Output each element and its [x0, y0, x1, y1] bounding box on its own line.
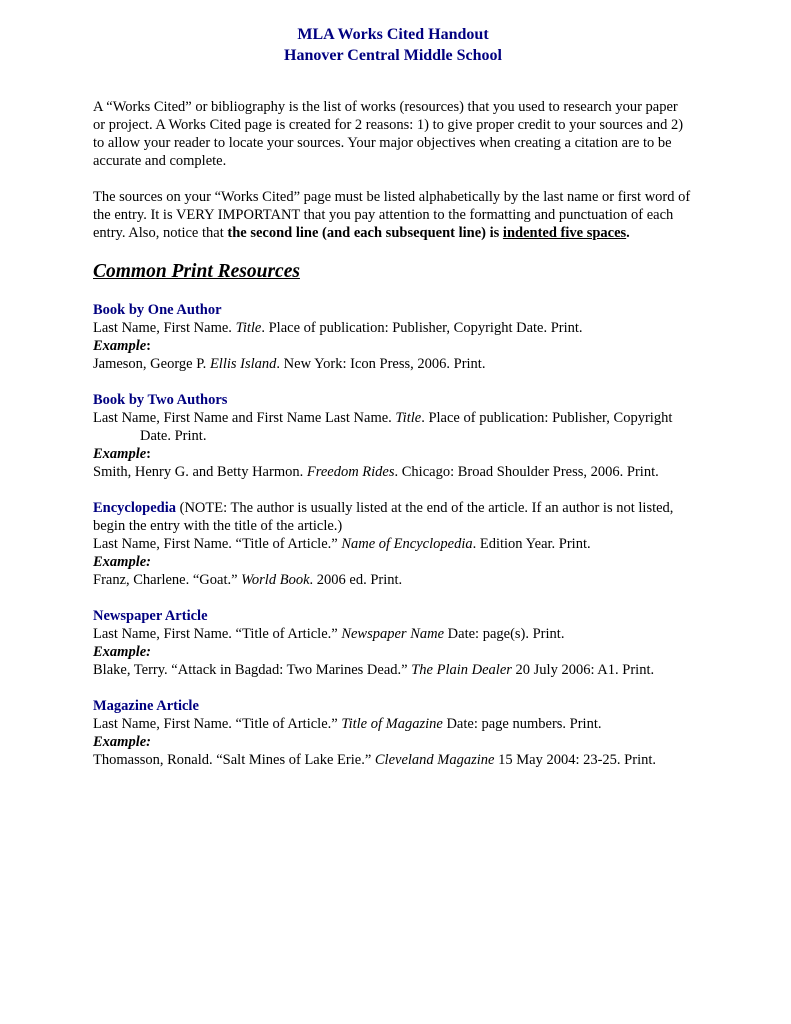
example-text: Smith, Henry G. and Betty Harmon.	[93, 464, 307, 480]
section-heading: Common Print Resources	[93, 261, 300, 282]
example-text-end: . Chicago: Broad Shoulder Press, 2006. Print.	[394, 464, 659, 480]
example-italic: Cleveland Magazine	[374, 752, 495, 768]
example-text-end: 15 May 2004: 23-25. Print.	[494, 752, 657, 768]
example-text: Franz, Charlene. “Goat.”	[93, 572, 242, 588]
format-line	[93, 625, 693, 643]
format-text-end: . Place of publication: Publisher, Copyright Date. Print.	[261, 320, 583, 336]
example-label-text: Example	[93, 446, 147, 462]
example-citation	[93, 661, 693, 679]
document-content	[93, 24, 693, 769]
encyclopedia-note: (NOTE: The author is usually listed at the end of the article. If an author is not listed, begin the entry with the title of the article.)	[93, 500, 674, 534]
example-text: Thomasson, Ronald. “Salt Mines of Lake Erie.”	[93, 752, 375, 768]
example-label: Example:	[93, 734, 151, 750]
format-text-end: . Edition Year. Print.	[472, 536, 591, 552]
example-citation	[93, 571, 693, 589]
example-citation	[93, 463, 693, 481]
format-text-end: Date: page(s). Print.	[444, 626, 565, 642]
format-text: Last Name, First Name and First Name Last Name.	[93, 410, 396, 426]
section-title: Encyclopedia	[93, 500, 176, 516]
intro-paragraph-2	[93, 188, 693, 242]
example-label: Example:	[93, 644, 151, 660]
example-italic: World Book	[241, 572, 310, 588]
example-italic: Ellis Island	[209, 356, 277, 372]
school-name: Hanover Central Middle School	[284, 47, 502, 64]
section-title: Book by One Author	[93, 302, 222, 318]
format-text: Last Name, First Name. “Title of Article.”	[93, 626, 342, 642]
intro-bold-underline-text: indented five spaces	[502, 225, 627, 241]
example-text-end: . New York: Icon Press, 2006. Print.	[276, 356, 486, 372]
section-book-one-author	[93, 301, 693, 373]
example-text-end: . 2006 ed. Print.	[309, 572, 403, 588]
format-line	[93, 409, 693, 445]
format-line	[93, 535, 693, 553]
section-encyclopedia	[93, 499, 693, 589]
section-book-two-authors	[93, 391, 693, 481]
encyclopedia-intro	[93, 499, 693, 535]
format-italic: Newspaper Name	[341, 626, 445, 642]
format-line	[93, 319, 693, 337]
format-text: Last Name, First Name.	[93, 320, 236, 336]
format-text: Last Name, First Name. “Title of Article.”	[93, 536, 342, 552]
format-italic: Title	[235, 320, 262, 336]
format-text: Last Name, First Name. “Title of Article.”	[93, 716, 342, 732]
example-italic: The Plain Dealer	[411, 662, 512, 678]
example-citation	[93, 751, 693, 769]
example-text: Blake, Terry. “Attack in Bagdad: Two Marines Dead.”	[93, 662, 412, 678]
intro-bold-text: the second line (and each subsequent line) is	[227, 225, 503, 241]
intro-period: .	[626, 225, 630, 241]
section-newspaper-article	[93, 607, 693, 679]
example-italic: Freedom Rides	[306, 464, 395, 480]
format-line	[93, 715, 693, 733]
section-title: Book by Two Authors	[93, 392, 228, 408]
intro-paragraph-2-text: The sources on your “Works Cited” page must be listed alphabetically by the last name or first word of the entry. It is VERY IMPORTANT that you pay attention to the formatting and punctuation of each entry. Also, notice that	[93, 189, 691, 241]
example-colon: :	[146, 338, 152, 354]
example-text: Jameson, George P.	[93, 356, 210, 372]
example-colon: :	[146, 446, 152, 462]
example-label: Example:	[93, 554, 151, 570]
example-label	[93, 337, 693, 355]
format-italic: Name of Encyclopedia	[341, 536, 473, 552]
handout-title: MLA Works Cited Handout	[297, 26, 489, 43]
format-italic: Title of Magazine	[341, 716, 443, 732]
document-header	[93, 24, 693, 66]
section-magazine-article	[93, 697, 693, 769]
example-citation	[93, 355, 693, 373]
example-label-text: Example	[93, 338, 147, 354]
format-text-end: . Place of publication: Publisher, Copyright Date. Print.	[140, 410, 673, 444]
section-title: Newspaper Article	[93, 608, 208, 624]
format-italic: Title	[395, 410, 422, 426]
example-text-end: 20 July 2006: A1. Print.	[511, 662, 655, 678]
section-title: Magazine Article	[93, 698, 199, 714]
example-label	[93, 445, 693, 463]
format-text-end: Date: page numbers. Print.	[442, 716, 602, 732]
intro-paragraph-1: A “Works Cited” or bibliography is the list of works (resources) that you used to research your paper or project. A Works Cited page is created for 2 reasons: 1) to give proper credit to your sources and 2) to allow your reader to locate your sources. Your major objectives when creating a citation are to be accurate and complete.	[93, 99, 684, 169]
